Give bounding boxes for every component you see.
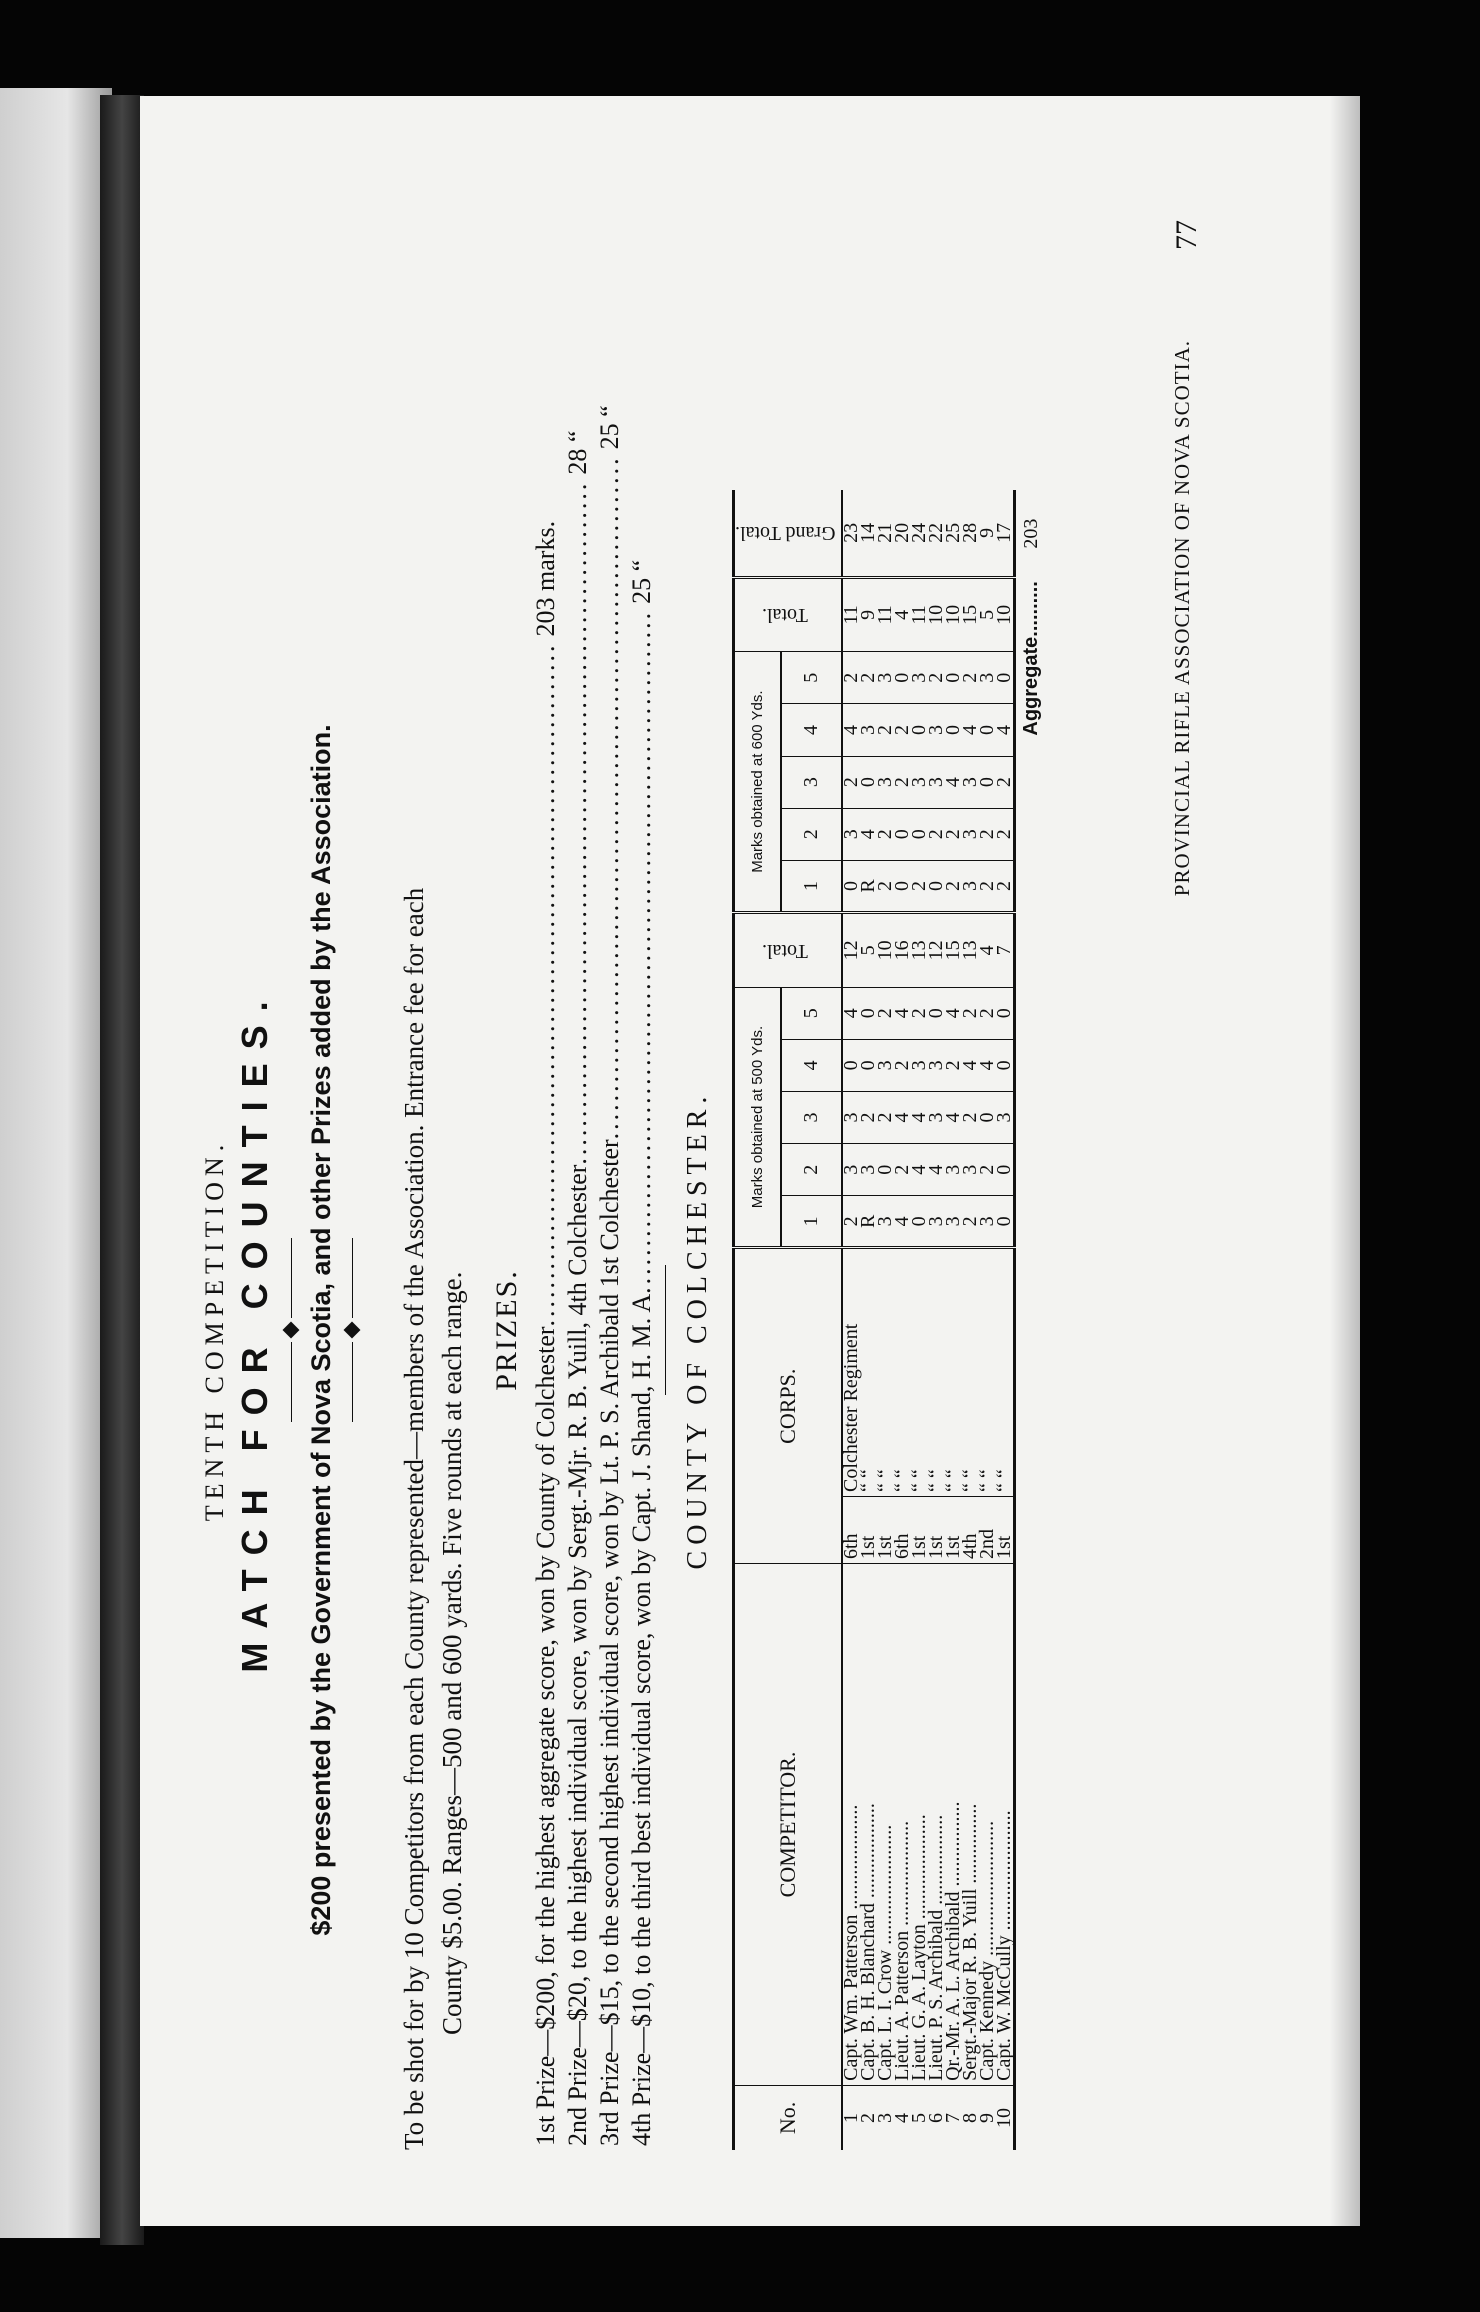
score-600: 2 bbox=[911, 860, 928, 912]
prize-item: 3rd Prize—$15, to the second highest individual score, won by Lt. P. S. Archibald 1st Colchester ........................................................................ 25 “ bbox=[595, 405, 624, 2146]
score-600: 2 bbox=[996, 756, 1015, 808]
score-600: 0 bbox=[979, 756, 996, 808]
total-600: 4 bbox=[894, 577, 911, 652]
competitor-name: Sergt.-Major R. B. Yuill ................ bbox=[962, 1564, 979, 2086]
shot-header: 5 bbox=[781, 987, 842, 1039]
score-600: 3 bbox=[877, 756, 894, 808]
score-600: 0 bbox=[979, 704, 996, 756]
corps-number: 4th bbox=[962, 1496, 979, 1563]
shot-header: 2 bbox=[781, 808, 842, 860]
score-600: 0 bbox=[894, 808, 911, 860]
col-header-competitor: COMPETITOR. bbox=[734, 1564, 843, 2086]
corps-number: 1st bbox=[928, 1496, 945, 1563]
competitor-name: Capt. B. H. Blanchard ................... bbox=[860, 1564, 877, 2086]
total-600: 11 bbox=[877, 577, 894, 652]
row-number: 10 bbox=[996, 2085, 1015, 2150]
row-number: 2 bbox=[860, 2085, 877, 2150]
title-block bbox=[200, 510, 367, 2150]
total-600: 5 bbox=[979, 577, 996, 652]
grand-total: 21 bbox=[874, 522, 897, 543]
score-500: 3 bbox=[945, 1144, 962, 1196]
total-600: 10 bbox=[928, 577, 945, 652]
grand-total: 24 bbox=[908, 522, 931, 543]
score-500: R bbox=[860, 1196, 877, 1248]
presented-line: $200 presented by the Government of Nova Scotia, and other Prizes added by the Association. bbox=[306, 724, 336, 1936]
score-600: 0 bbox=[842, 860, 860, 912]
score-600: 2 bbox=[877, 860, 894, 912]
col-header-500yds: Marks obtained at 500 Yds. bbox=[734, 987, 782, 1248]
corps-number: 6th bbox=[842, 1496, 860, 1563]
score-500: 0 bbox=[979, 1091, 996, 1143]
score-600: 3 bbox=[842, 808, 860, 860]
score-500: 4 bbox=[894, 1196, 911, 1248]
aggregate-row bbox=[1015, 490, 1047, 2150]
score-500: 4 bbox=[911, 1144, 928, 1196]
score-600: 4 bbox=[945, 756, 962, 808]
corps-name: “ “ bbox=[877, 1248, 894, 1497]
competitor-name: Capt. W. McCully ........................ bbox=[996, 1564, 1015, 2086]
score-500: 0 bbox=[911, 1196, 928, 1248]
score-500: 3 bbox=[996, 1091, 1015, 1143]
score-500: 4 bbox=[842, 987, 860, 1039]
total-600: 15 bbox=[962, 577, 979, 652]
grand-total: 28 bbox=[959, 522, 982, 543]
col-header-corps: CORPS. bbox=[734, 1248, 843, 1564]
score-500: 4 bbox=[894, 987, 911, 1039]
shot-header: 4 bbox=[781, 1039, 842, 1091]
row-number: 1 bbox=[842, 2085, 860, 2150]
corps-name: “ “ bbox=[945, 1248, 962, 1497]
score-600: 0 bbox=[928, 860, 945, 912]
score-600: 0 bbox=[996, 652, 1015, 704]
ornament-divider bbox=[343, 510, 361, 2150]
grand-total: 17 bbox=[996, 490, 1015, 577]
row-number: 4 bbox=[894, 2085, 911, 2150]
corps-name: “ “ bbox=[979, 1248, 996, 1497]
score-600: 2 bbox=[842, 652, 860, 704]
competitor-name: Capt. Kennedy ........................... bbox=[979, 1564, 996, 2086]
score-500: 3 bbox=[842, 1144, 860, 1196]
score-600: 2 bbox=[945, 860, 962, 912]
shot-header: 1 bbox=[781, 1196, 842, 1248]
running-head-title: PROVINCIAL RIFLE ASSOCIATION OF NOVA SCOTIA. bbox=[1170, 340, 1194, 897]
score-600: 3 bbox=[911, 652, 928, 704]
total-600: 9 bbox=[860, 577, 877, 652]
corps-number: 1st bbox=[877, 1496, 894, 1563]
score-500: 0 bbox=[842, 1039, 860, 1091]
score-600: 2 bbox=[979, 860, 996, 912]
score-600: 4 bbox=[842, 704, 860, 756]
competition-number: TENTH COMPETITION. bbox=[200, 1138, 229, 1522]
prize-list bbox=[530, 405, 658, 2146]
score-500: 4 bbox=[979, 1039, 996, 1091]
row-number: 5 bbox=[911, 2085, 928, 2150]
total-600: 10 bbox=[945, 577, 962, 652]
row-number: 6 bbox=[928, 2085, 945, 2150]
score-600: 3 bbox=[979, 652, 996, 704]
total-600: 11 bbox=[842, 577, 860, 652]
county-heading: COUNTY OF COLCHESTER. bbox=[665, 510, 714, 2150]
score-500: 2 bbox=[945, 1039, 962, 1091]
score-600: 3 bbox=[928, 704, 945, 756]
shot-header: 3 bbox=[781, 1091, 842, 1143]
score-600: 2 bbox=[894, 756, 911, 808]
row-number: 3 bbox=[877, 2085, 894, 2150]
aggregate-value: 203 bbox=[1015, 490, 1047, 577]
shot-header: 1 bbox=[781, 860, 842, 912]
score-500: 3 bbox=[842, 1091, 860, 1143]
score-500: 4 bbox=[945, 1091, 962, 1143]
score-500: 3 bbox=[945, 1196, 962, 1248]
total-500: 15 bbox=[945, 913, 962, 988]
score-500: 2 bbox=[911, 987, 928, 1039]
score-600: 2 bbox=[996, 860, 1015, 912]
grand-total: 23 bbox=[840, 522, 863, 543]
total-500: 12 bbox=[928, 913, 945, 988]
shot-header: 3 bbox=[781, 756, 842, 808]
score-500: 3 bbox=[962, 1144, 979, 1196]
total-500: 10 bbox=[877, 913, 894, 988]
score-table-body bbox=[842, 490, 1015, 2150]
col-header-no: No. bbox=[734, 2085, 843, 2150]
score-600: 3 bbox=[962, 860, 979, 912]
score-600: 3 bbox=[928, 756, 945, 808]
corps-number: 2nd bbox=[979, 1496, 996, 1563]
score-600: 0 bbox=[911, 808, 928, 860]
ornament-divider bbox=[282, 510, 300, 2150]
score-500: 2 bbox=[894, 1039, 911, 1091]
shot-header: 2 bbox=[781, 1144, 842, 1196]
prize-item: 4th Prize—$10, to the third best individual score, won by Capt. J. Shand, H. M. A ........................................................................ 25 “ bbox=[627, 559, 656, 2146]
col-header-total-500: Total. bbox=[734, 913, 843, 988]
score-600: 0 bbox=[945, 704, 962, 756]
table-row bbox=[996, 490, 1015, 2150]
row-number: 8 bbox=[962, 2085, 979, 2150]
score-600: 0 bbox=[945, 652, 962, 704]
score-500: 3 bbox=[928, 1091, 945, 1143]
score-500: 4 bbox=[962, 1039, 979, 1091]
score-500: 2 bbox=[842, 1196, 860, 1248]
score-600: 2 bbox=[928, 808, 945, 860]
score-500: 3 bbox=[928, 1196, 945, 1248]
grand-total: 9 bbox=[976, 527, 999, 538]
score-600: 3 bbox=[860, 704, 877, 756]
score-600: 0 bbox=[894, 652, 911, 704]
score-600: 4 bbox=[996, 704, 1015, 756]
score-500: 0 bbox=[860, 1039, 877, 1091]
row-number: 7 bbox=[945, 2085, 962, 2150]
prize-item: 2nd Prize—$20, to the highest individual score, won by Sergt.-Mjr. R. B. Yuill, 4th Colchester ........................................................................ 28 “ bbox=[563, 430, 592, 2146]
score-600: 3 bbox=[962, 756, 979, 808]
facing-page-edge bbox=[0, 88, 112, 2238]
score-600: 0 bbox=[860, 756, 877, 808]
score-500: 2 bbox=[877, 1091, 894, 1143]
aggregate-label: Aggregate.......... bbox=[1019, 581, 1042, 736]
score-500: 2 bbox=[962, 1091, 979, 1143]
book-gutter bbox=[100, 95, 144, 2245]
score-600: 3 bbox=[877, 652, 894, 704]
score-600: 2 bbox=[842, 756, 860, 808]
corps-number: 1st bbox=[911, 1496, 928, 1563]
corps-number: 6th bbox=[894, 1496, 911, 1563]
corps-number: 1st bbox=[996, 1496, 1015, 1563]
corps-name: Colchester Regiment bbox=[842, 1248, 860, 1497]
corps-name: “ “ bbox=[860, 1248, 877, 1497]
conditions-line-2: County $5.00. Ranges—500 and 600 yards. Five rounds at each range. bbox=[437, 1271, 467, 2035]
rotated-page-content bbox=[160, 150, 1220, 2150]
score-500: 3 bbox=[877, 1196, 894, 1248]
grand-total: 20 bbox=[891, 522, 914, 543]
competitor-name: Qr.-Mr. A. L. Archibald ................. bbox=[945, 1564, 962, 2086]
score-500: 0 bbox=[996, 987, 1015, 1039]
score-500: 0 bbox=[996, 1039, 1015, 1091]
score-600: 2 bbox=[877, 704, 894, 756]
conditions bbox=[395, 510, 471, 2150]
corps-name: “ “ bbox=[996, 1248, 1015, 1497]
conditions-line-1: To be shot for by 10 Competitors from each County represented—members of the Association. Entrance fee for each bbox=[399, 887, 429, 2150]
score-500: 2 bbox=[979, 1144, 996, 1196]
score-600: 2 bbox=[860, 652, 877, 704]
score-500: 3 bbox=[911, 1039, 928, 1091]
score-500: 0 bbox=[860, 987, 877, 1039]
total-500: 16 bbox=[894, 913, 911, 988]
match-title: MATCH FOR COUNTIES. bbox=[234, 987, 275, 1673]
score-500: 0 bbox=[877, 1144, 894, 1196]
score-600: R bbox=[860, 860, 877, 912]
score-500: 0 bbox=[996, 1196, 1015, 1248]
competitor-name: Capt. L. I. Crow ........................ bbox=[877, 1564, 894, 2086]
corps-name: “ “ bbox=[911, 1248, 928, 1497]
total-600: 11 bbox=[911, 577, 928, 652]
competitor-name: Lieut. A. Patterson ..................... bbox=[894, 1564, 911, 2086]
prize-item: 1st Prize—$200, for the highest aggregate score, won by County of Colchester ........................................................................ 203 marks. bbox=[531, 520, 560, 2146]
page-edge-shadow bbox=[1330, 96, 1360, 2226]
total-500: 5 bbox=[860, 913, 877, 988]
corps-name: “ “ bbox=[928, 1248, 945, 1497]
score-500: 4 bbox=[911, 1091, 928, 1143]
row-number: 9 bbox=[979, 2085, 996, 2150]
score-500: 2 bbox=[962, 987, 979, 1039]
score-500: 3 bbox=[979, 1196, 996, 1248]
score-600: 2 bbox=[945, 808, 962, 860]
prizes-heading: PRIZES. bbox=[490, 1269, 523, 1391]
grand-total: 22 bbox=[925, 522, 948, 543]
score-600: 3 bbox=[911, 756, 928, 808]
score-600: 0 bbox=[894, 860, 911, 912]
running-head bbox=[1170, 220, 1204, 1120]
score-600: 4 bbox=[962, 704, 979, 756]
score-500: 2 bbox=[877, 987, 894, 1039]
col-header-total-600: Total. bbox=[734, 577, 843, 652]
score-600: 3 bbox=[962, 808, 979, 860]
competitor-name: Capt. Wm. Patterson ..................... bbox=[842, 1564, 860, 2086]
score-600: 2 bbox=[979, 808, 996, 860]
corps-number: 1st bbox=[945, 1496, 962, 1563]
corps-name: “ “ bbox=[962, 1248, 979, 1497]
corps-name: “ “ bbox=[894, 1248, 911, 1497]
score-500: 0 bbox=[996, 1144, 1015, 1196]
total-500: 12 bbox=[842, 913, 860, 988]
competitor-name: Lieut. P. S. Archibald .................. bbox=[928, 1564, 945, 2086]
score-500: 4 bbox=[928, 1144, 945, 1196]
score-500: 2 bbox=[894, 1144, 911, 1196]
shot-header: 4 bbox=[781, 704, 842, 756]
grand-total: 25 bbox=[942, 522, 965, 543]
score-600: 2 bbox=[894, 704, 911, 756]
score-500: 2 bbox=[860, 1091, 877, 1143]
score-600: 2 bbox=[928, 652, 945, 704]
score-500: 4 bbox=[945, 987, 962, 1039]
score-500: 2 bbox=[979, 987, 996, 1039]
total-500: 13 bbox=[962, 913, 979, 988]
corps-number: 1st bbox=[860, 1496, 877, 1563]
score-600: 2 bbox=[996, 808, 1015, 860]
total-500: 4 bbox=[979, 913, 996, 988]
total-600: 10 bbox=[996, 577, 1015, 652]
shot-header: 5 bbox=[781, 652, 842, 704]
score-500: 3 bbox=[928, 1039, 945, 1091]
competitor-name: Lieut. G. A. Layton ..................... bbox=[911, 1564, 928, 2086]
total-500: 13 bbox=[911, 913, 928, 988]
col-header-grand-total: Grand Total. bbox=[734, 490, 843, 577]
score-500: 4 bbox=[894, 1091, 911, 1143]
score-500: 0 bbox=[928, 987, 945, 1039]
total-500: 7 bbox=[996, 913, 1015, 988]
score-500: 3 bbox=[877, 1039, 894, 1091]
score-600: 2 bbox=[877, 808, 894, 860]
score-500: 3 bbox=[860, 1144, 877, 1196]
score-600: 2 bbox=[962, 652, 979, 704]
score-500: 2 bbox=[962, 1196, 979, 1248]
col-header-600yds: Marks obtained at 600 Yds. bbox=[734, 652, 782, 913]
score-table bbox=[732, 490, 1046, 2150]
score-600: 0 bbox=[911, 704, 928, 756]
score-600: 4 bbox=[860, 808, 877, 860]
grand-total: 14 bbox=[857, 522, 880, 543]
page-number: 77 bbox=[1170, 220, 1203, 250]
